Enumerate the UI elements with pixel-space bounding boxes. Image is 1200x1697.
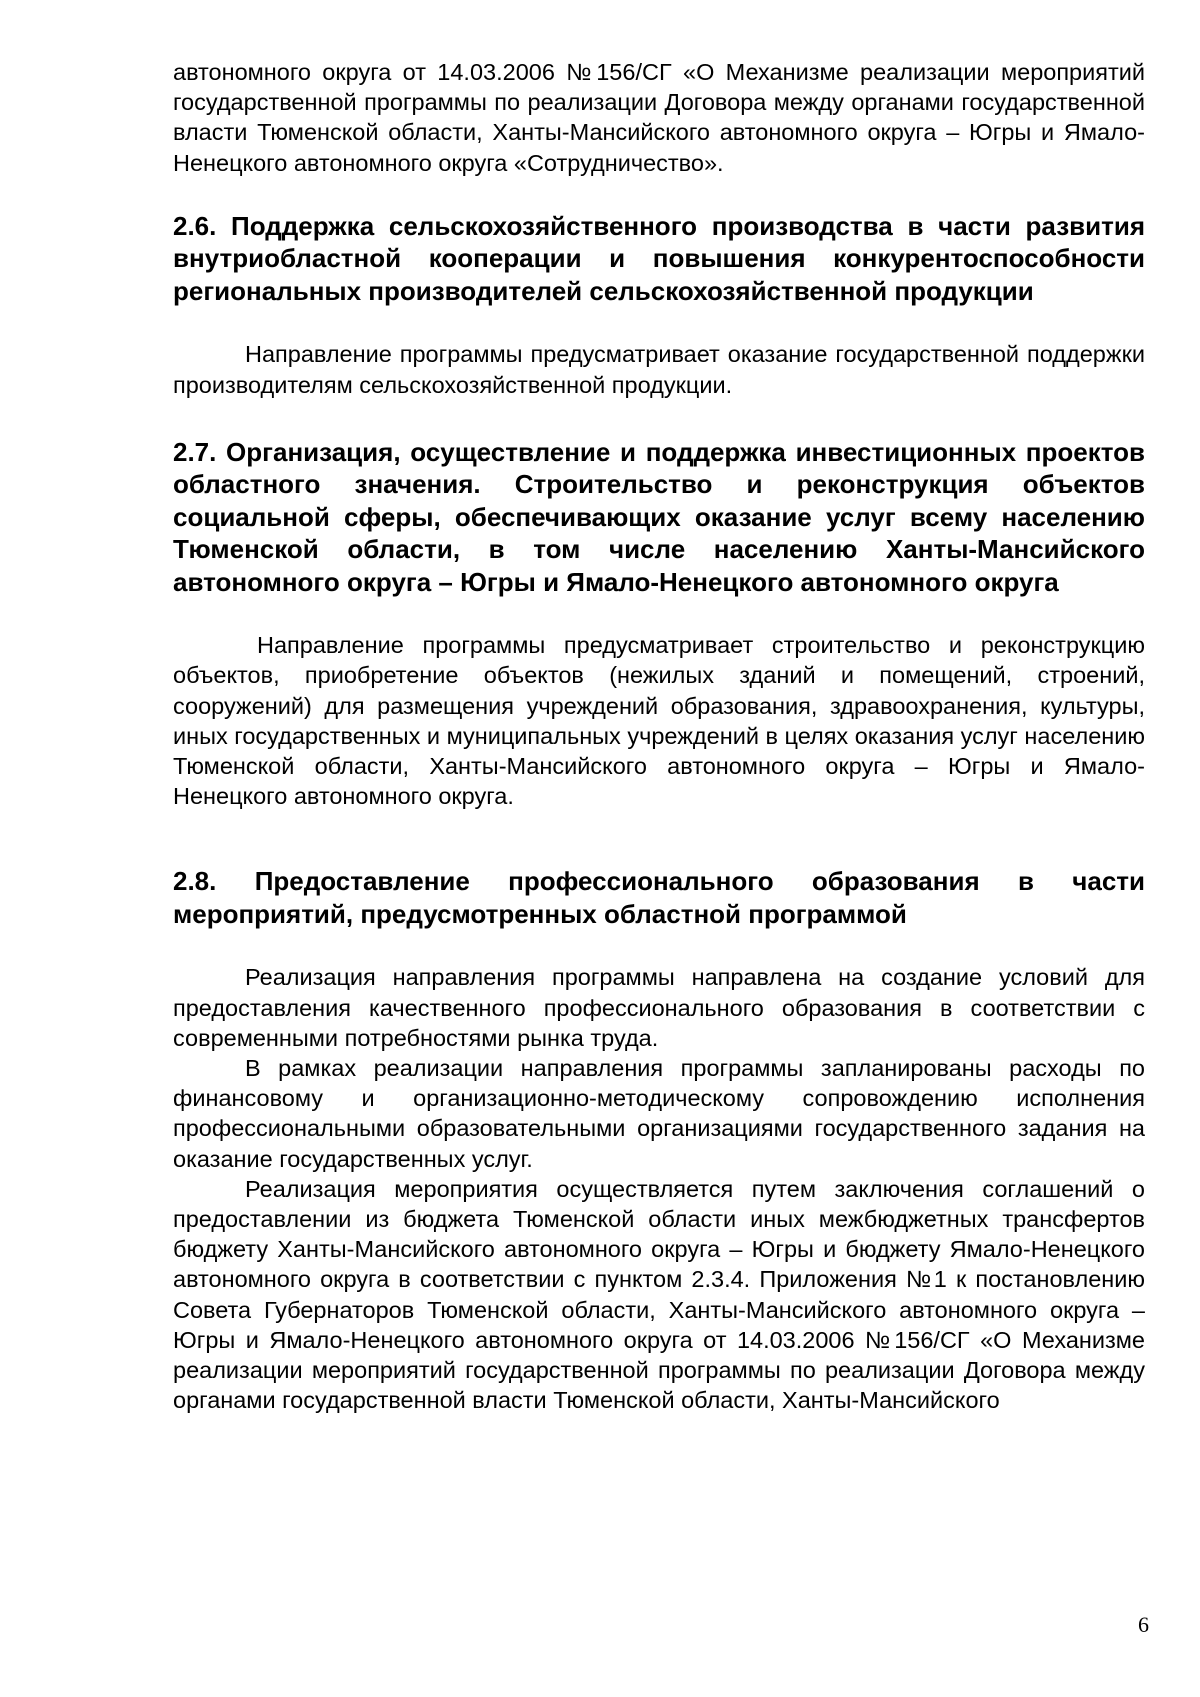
section-2-8-paragraph-1: Реализация направления программы направлена на создание условий для предоставления качественного профессионального образования в соответствии с современными потребностями рынка труда. xyxy=(173,964,1145,1051)
document-page xyxy=(173,57,1145,1415)
section-2-8-heading: 2.8. Предоставление профессионального образования в части мероприятий, предусмотренных областной программой xyxy=(173,866,1145,929)
section-2-8-paragraph-2: В рамках реализации направления программы запланированы расходы по финансовому и организационно-методическому сопровождению исполнения профессиональными образовательными организациями государственного задания на оказание государственных услуг. xyxy=(173,1055,1145,1172)
section-2-6-heading: 2.6. Поддержка сельскохозяйственного производства в части развития внутриобластной кооперации и повышения конкурентоспособности региональных производителей сельскохозяйственной продукции xyxy=(173,210,1145,306)
section-2-6-paragraph: Направление программы предусматривает оказание государственной поддержки производителям сельскохозяйственной продукции. xyxy=(173,341,1145,398)
section-2-7-heading: 2.7. Организация, осуществление и поддержка инвестиционных проектов областного значения. Строительство и реконструкция объектов социальной сферы, обеспечивающих оказание услуг всему населению Тюменской области, в том числе населению Ханты-Мансийского автономного округа – Югры и Ямало-Ненецкого автономного округа xyxy=(173,436,1145,597)
page-number: 6 xyxy=(1138,1612,1149,1637)
section-2-8-paragraph-3: Реализация мероприятия осуществляется путем заключения соглашений о предоставлении из бюджета Тюменской области иных межбюджетных трансфертов бюджету Ханты-Мансийского автономного округа – Югры и бюджету Ямало-Ненецкого автономного округа в соответствии с пунктом 2.3.4. Приложения №1 к постановлению Совета Губернаторов Тюменской области, Ханты-Мансийского автономного округа – Югры и Ямало-Ненецкого автономного округа от 14.03.2006 №156/СГ «О Механизме реализации мероприятий государственной программы по реализации Договора между органами государственной власти Тюменской области, Ханты-Мансийского xyxy=(173,1175,1145,1414)
section-2-7-paragraph: Направление программы предусматривает строительство и реконструкцию объектов, приобретение объектов (нежилых зданий и помещений, строений, сооружений) для размещения учреждений образования, здравоохранения, культуры, иных государственных и муниципальных учреждений в целях оказания услуг населению Тюменской области, Ханты-Мансийского автономного округа – Югры и Ямало-Ненецкого автономного округа. xyxy=(173,632,1145,810)
top-paragraph: автономного округа от 14.03.2006 №156/СГ «О Механизме реализации мероприятий государственной программы по реализации Договора между органами государственной власти Тюменской области, Ханты-Мансийского автономного округа – Югры и Ямало-Ненецкого автономного округа «Сотрудничество». xyxy=(173,59,1145,176)
